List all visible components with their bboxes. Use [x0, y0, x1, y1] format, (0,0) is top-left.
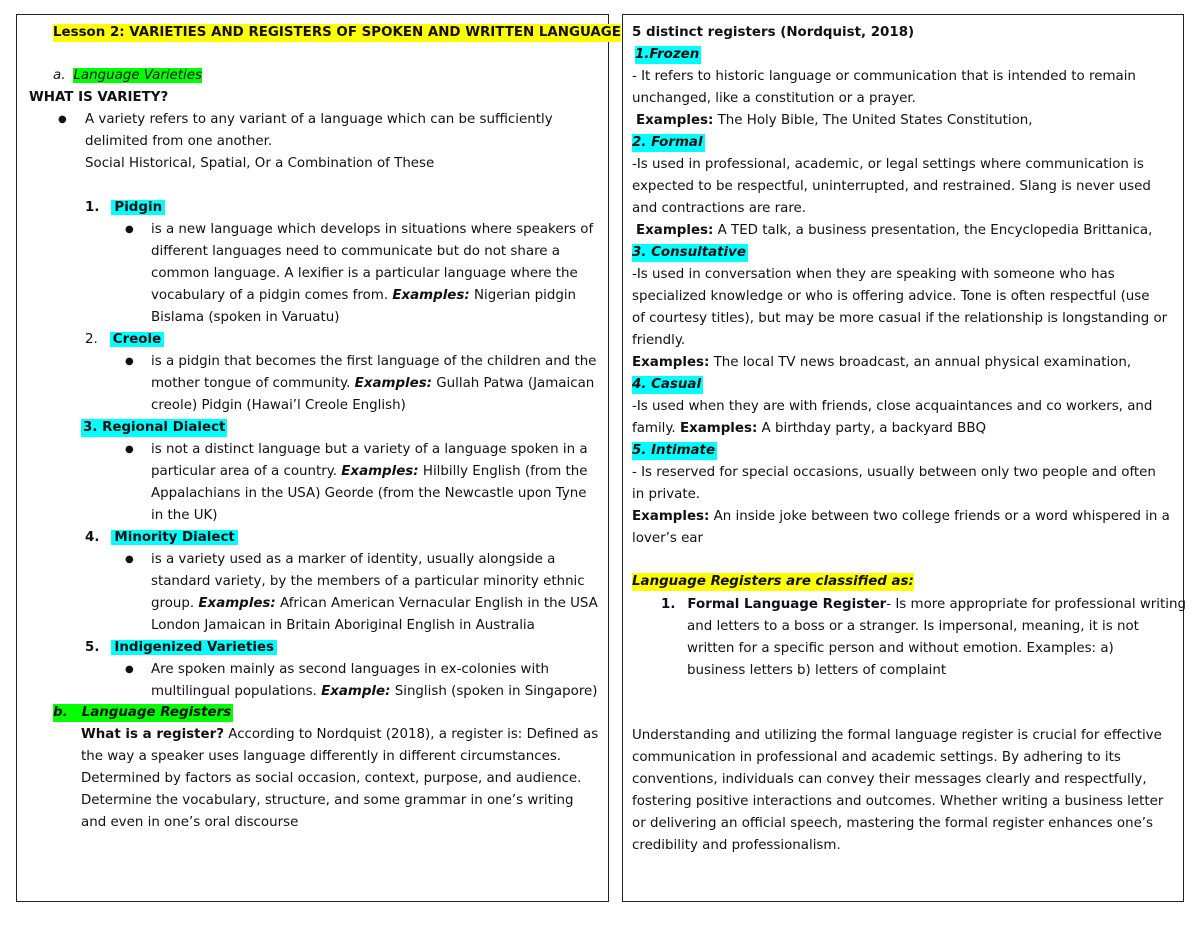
- consultative-text: -Is used in conversation when they are speaking with someone who has: [632, 267, 1115, 282]
- bullet-icon: ●: [125, 664, 134, 675]
- creole-text: creole) Pidgin (Hawai’l Creole English): [151, 398, 406, 413]
- creole-heading: 2. Creole: [85, 331, 164, 349]
- intimate-heading: 5. Intimate: [632, 443, 716, 458]
- minority-text: London Jamaican in Britain Aboriginal English in Australia: [151, 618, 535, 633]
- conclusion-line: credibility and professionalism.: [632, 838, 841, 853]
- section-b-heading: b. Language Registers: [53, 705, 232, 720]
- consultative-examples: Examples: The local TV news broadcast, an annual physical examination,: [632, 355, 1132, 370]
- pidgin-text: is a new language which develops in situations where speakers of: [151, 222, 594, 237]
- consultative-heading: 3. Consultative: [632, 245, 746, 260]
- bullet-icon: ●: [125, 224, 134, 235]
- consultative-text: of courtesy titles), but may be more casual if the relationship is longstanding or: [632, 311, 1168, 326]
- frozen-text: - It refers to historic language or communication that is intended to remain: [632, 69, 1136, 84]
- indigenized-text: multilingual populations. Example: Singlish (spoken in Singapore): [151, 684, 598, 699]
- formal-text: and contractions are rare.: [632, 201, 807, 216]
- registers-heading: 5 distinct registers (Nordquist, 2018): [632, 25, 915, 40]
- formal-register-text: business letters b) letters of complaint: [687, 663, 947, 678]
- pidgin-text: common language. A lexifier is a particular language where the: [151, 266, 578, 281]
- frozen-examples: Examples: The Holy Bible, The United States Constitution,: [636, 113, 1033, 128]
- creole-text: is a pidgin that becomes the first language of the children and the: [151, 354, 597, 369]
- consultative-text: specialized knowledge or who is offering advice. Tone is often respectful (use: [632, 289, 1150, 304]
- formal-examples: Examples: A TED talk, a business presentation, the Encyclopedia Brittanica,: [636, 223, 1153, 238]
- bullet-icon: ●: [58, 114, 67, 125]
- register-def-line: and even in one’s oral discourse: [81, 815, 299, 830]
- intimate-text: - Is reserved for special occasions, usually between only two people and often: [632, 465, 1156, 480]
- minority-dialect-heading: 4. Minority Dialect: [85, 529, 238, 547]
- consultative-text: friendly.: [632, 333, 686, 348]
- conclusion-line: Understanding and utilizing the formal language register is crucial for effective: [632, 728, 1162, 743]
- bullet-icon: ●: [125, 356, 134, 367]
- minority-text: group. Examples: African American Vernacular English in the USA: [151, 596, 598, 611]
- pidgin-text: Bislama (spoken in Varuatu): [151, 310, 340, 325]
- formal-register-text: and letters to a boss or a stranger. Is impersonal, meaning, it is not: [687, 619, 1139, 634]
- register-def-line: What is a register? According to Nordquist (2018), a register is: Defined as: [81, 727, 599, 742]
- casual-examples: family. Examples: A birthday party, a backyard BBQ: [632, 421, 987, 436]
- regional-text: particular area of a country. Examples: Hilbilly English (from the: [151, 464, 588, 479]
- regional-dialect-heading: 3. Regional Dialect: [83, 420, 226, 435]
- frozen-text: unchanged, like a constitution or a prayer.: [632, 91, 916, 106]
- variety-def-line: A variety refers to any variant of a language which can be sufficiently: [85, 112, 553, 127]
- indigenized-text: Are spoken mainly as second languages in ex-colonies with: [151, 662, 549, 677]
- section-a-heading: a. Language Varieties: [53, 68, 202, 83]
- pidgin-text: vocabulary of a pidgin comes from. Examples: Nigerian pidgin: [151, 288, 577, 303]
- formal-register-text: written for a specific person and without emotion. Examples: a): [687, 641, 1114, 656]
- intimate-text: lover’s ear: [632, 531, 704, 546]
- conclusion-line: fostering positive interactions and outcomes. Whether writing a business letter: [632, 794, 1164, 809]
- variety-def-line: delimited from one another.: [85, 134, 273, 149]
- intimate-examples: Examples: An inside joke between two college friends or a word whispered in a: [632, 509, 1170, 524]
- what-is-variety-heading: WHAT IS VARIETY?: [29, 90, 169, 105]
- frozen-heading: 1.Frozen: [635, 47, 700, 62]
- casual-heading: 4. Casual: [632, 377, 702, 392]
- pidgin-heading: 1. Pidgin: [85, 199, 165, 217]
- classified-heading: Language Registers are classified as:: [632, 574, 914, 589]
- regional-text: Appalachians in the USA) Georde (from the Newcastle upon Tyne: [151, 486, 587, 501]
- conclusion-line: communication in professional and academic settings. By adhering to its: [632, 750, 1121, 765]
- bullet-icon: ●: [125, 444, 134, 455]
- intimate-text: in private.: [632, 487, 701, 502]
- casual-text: -Is used when they are with friends, close acquaintances and co workers, and: [632, 399, 1153, 414]
- regional-text: in the UK): [151, 508, 218, 523]
- register-def-line: the way a speaker uses language differently in different circumstances.: [81, 749, 562, 764]
- pidgin-text: different languages need to communicate but do not share a: [151, 244, 560, 259]
- creole-text: mother tongue of community. Examples: Gullah Patwa (Jamaican: [151, 376, 595, 391]
- formal-heading: 2. Formal: [632, 135, 703, 150]
- indigenized-heading: 5. Indigenized Varieties: [85, 639, 277, 657]
- variety-def-line: Social Historical, Spatial, Or a Combination of These: [85, 156, 435, 171]
- formal-register-item: 1. Formal Language Register- Is more appropriate for professional writing: [661, 597, 1186, 612]
- lesson-title: Lesson 2: VARIETIES AND REGISTERS OF SPOKEN AND WRITTEN LANGUAGE: [53, 25, 621, 40]
- conclusion-line: conventions, individuals can convey their messages clearly and respectfully,: [632, 772, 1147, 787]
- conclusion-line: or delivering an official speech, mastering the formal register enhances one’s: [632, 816, 1154, 831]
- minority-text: is a variety used as a marker of identity, usually alongside a: [151, 552, 556, 567]
- register-def-line: Determined by factors as social occasion, context, purpose, and audience.: [81, 771, 582, 786]
- formal-text: -Is used in professional, academic, or legal settings where communication is: [632, 157, 1144, 172]
- bullet-icon: ●: [125, 554, 134, 565]
- formal-text: expected to be respectful, uninterrupted, and restrained. Slang is never used: [632, 179, 1151, 194]
- minority-text: standard variety, by the members of a particular minority ethnic: [151, 574, 585, 589]
- register-def-line: Determine the vocabulary, structure, and some grammar in one’s writing: [81, 793, 574, 808]
- regional-text: is not a distinct language but a variety of a language spoken in a: [151, 442, 588, 457]
